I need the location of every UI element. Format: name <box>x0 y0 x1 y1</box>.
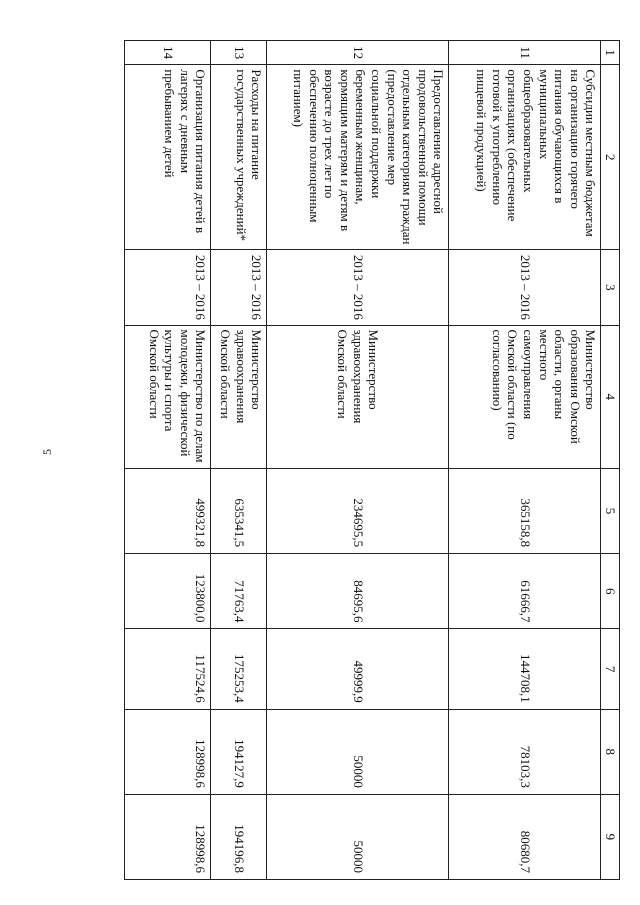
row-total: 365158,8 <box>449 468 601 553</box>
table-row <box>449 41 601 880</box>
header-row <box>601 41 620 880</box>
col-header-1: 1 <box>601 41 620 65</box>
row-executor: Министерство здравоохранения Омской области <box>267 325 449 468</box>
col-header-6: 6 <box>601 554 620 629</box>
row-period: 2013 – 2016 <box>449 250 601 325</box>
row-period: 2013 – 2016 <box>211 250 267 325</box>
row-2015: 78103,3 <box>449 709 601 794</box>
col-header-5: 5 <box>601 468 620 553</box>
table-row <box>211 41 267 880</box>
page-number: 5 <box>40 449 54 455</box>
row-executor: Министерство по делам молодежи, физической культуры и спорта Омской области <box>125 325 211 468</box>
table-row <box>125 41 211 880</box>
row-number: 11 <box>449 41 601 65</box>
row-total: 635341,5 <box>211 468 267 553</box>
row-number: 14 <box>125 41 211 65</box>
row-name: Организация питания детей в лагерях с дневным пребыванием детей <box>125 65 211 250</box>
row-2015: 50000 <box>267 709 449 794</box>
row-2013: 123800,0 <box>125 554 211 629</box>
col-header-3: 3 <box>601 250 620 325</box>
row-period: 2013 – 2016 <box>125 250 211 325</box>
row-total: 499321,8 <box>125 468 211 553</box>
row-2013: 61666,7 <box>449 554 601 629</box>
row-2015: 194127,9 <box>211 709 267 794</box>
row-total: 234695,5 <box>267 468 449 553</box>
row-2014: 117524,6 <box>125 629 211 709</box>
col-header-2: 2 <box>601 65 620 250</box>
row-2016: 128998,6 <box>125 794 211 879</box>
row-2015: 128998,6 <box>125 709 211 794</box>
row-executor: Министерство здравоохранения Омской области <box>211 325 267 468</box>
row-number: 13 <box>211 41 267 65</box>
program-table <box>124 40 620 880</box>
col-header-4: 4 <box>601 325 620 468</box>
rotated-table-container <box>100 40 620 880</box>
row-2014: 49999,9 <box>267 629 449 709</box>
col-header-7: 7 <box>601 629 620 709</box>
row-2014: 175253,4 <box>211 629 267 709</box>
row-name: Предоставление адресной продовольственной помощи отдельным категориям граждан (предоставление мер социальной поддержки беременным женщинам, кормящим матерям и детям в возрасте до трех лет по обеспечению полноценным питанием) <box>267 65 449 250</box>
row-period: 2013 – 2016 <box>267 250 449 325</box>
row-2016: 194196,8 <box>211 794 267 879</box>
row-2013: 84695,6 <box>267 554 449 629</box>
row-name: Субсидии местным бюджетам на организацию горячего питания обучающихся в муниципальных общеобразовательных организациях (обеспечение готовой к употреблению пищевой продукцией) <box>449 65 601 250</box>
row-executor: Министерство образования Омской области, органы местного самоуправления Омской области (по согласованию) <box>449 325 601 468</box>
col-header-9: 9 <box>601 794 620 879</box>
row-name: Расходы на питание государственных учреждений* <box>211 65 267 250</box>
table-row <box>267 41 449 880</box>
row-number: 12 <box>267 41 449 65</box>
row-2013: 71763,4 <box>211 554 267 629</box>
row-2016: 50000 <box>267 794 449 879</box>
row-2016: 80680,7 <box>449 794 601 879</box>
row-2014: 144708,1 <box>449 629 601 709</box>
col-header-8: 8 <box>601 709 620 794</box>
